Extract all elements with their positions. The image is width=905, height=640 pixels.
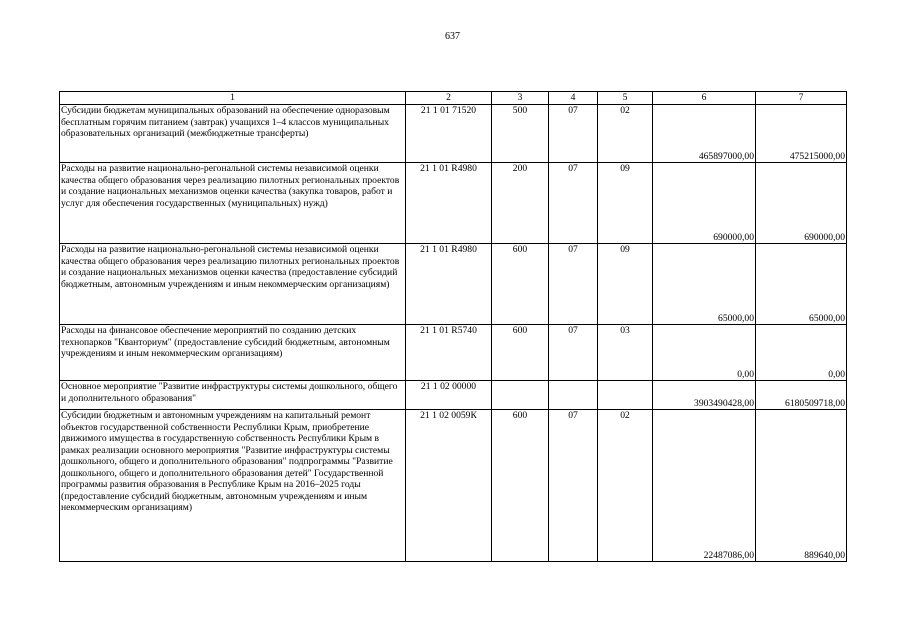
row-col7-amount: 6180509718,00: [756, 381, 847, 410]
table-row: [60, 163, 847, 244]
table-row: [60, 410, 847, 562]
table-row: [60, 105, 847, 163]
row-col5-cell: 02: [598, 410, 653, 562]
row-col7-amount: 0,00: [756, 325, 847, 381]
header-cell-4: 4: [549, 92, 598, 105]
header-cell-5: 5: [598, 92, 653, 105]
header-row: [60, 92, 847, 105]
header-cell-3: 3: [492, 92, 549, 105]
row-col3-cell: 200: [492, 163, 549, 244]
row-name-cell: Расходы на финансовое обеспечение мероприятий по созданию детских технопарков "Кванториум" (предоставление субсидий бюджетным, автономным учреждениям и иным некоммерческим организациям): [60, 325, 406, 381]
row-col3-cell: [492, 381, 549, 410]
row-col3-cell: 600: [492, 244, 549, 325]
row-name-cell: Основное мероприятие "Развитие инфраструктуры системы дошкольного, общего и дополнительного образования": [60, 381, 406, 410]
row-col7-amount: 889640,00: [756, 410, 847, 562]
row-code-cell: 21 1 01 71520: [406, 105, 492, 163]
page-number: 637: [445, 31, 460, 42]
row-col6-amount: 65000,00: [653, 244, 756, 325]
row-col4-cell: 07: [549, 163, 598, 244]
header-cell-2: 2: [406, 92, 492, 105]
row-col6-amount: 3903490428,00: [653, 381, 756, 410]
row-col6-amount: 465897000,00: [653, 105, 756, 163]
row-col3-cell: 500: [492, 105, 549, 163]
row-col5-cell: 02: [598, 105, 653, 163]
row-col3-cell: 600: [492, 325, 549, 381]
row-col7-amount: 65000,00: [756, 244, 847, 325]
row-col5-cell: 09: [598, 163, 653, 244]
row-col4-cell: 07: [549, 244, 598, 325]
row-col6-amount: 0,00: [653, 325, 756, 381]
row-col5-cell: 09: [598, 244, 653, 325]
row-name-cell: Субсидии бюджетам муниципальных образований на обеспечение одноразовым бесплатным горячим питанием (завтрак) учащихся 1–4 классов муниципальных образовательных организаций (межбюджетные трансферты): [60, 105, 406, 163]
header-cell-7: 7: [756, 92, 847, 105]
row-code-cell: 21 1 02 0059К: [406, 410, 492, 562]
table-row: [60, 244, 847, 325]
row-name-cell: Расходы на развитие национально-регональной системы независимой оценки качества общего образования через реализацию пилотных региональных проектов и создание национальных механизмов оценки качества (предоставление субсидий бюджетным, автономным учреждениям и иным некоммерческим организациям): [60, 244, 406, 325]
row-code-cell: 21 1 01 R4980: [406, 244, 492, 325]
row-col7-amount: 690000,00: [756, 163, 847, 244]
header-cell-6: 6: [653, 92, 756, 105]
row-code-cell: 21 1 01 R4980: [406, 163, 492, 244]
budget-table: [59, 91, 847, 562]
header-cell-1: 1: [60, 92, 406, 105]
row-code-cell: 21 1 01 R5740: [406, 325, 492, 381]
row-col3-cell: 600: [492, 410, 549, 562]
row-name-cell: Субсидии бюджетным и автономным учреждениям на капитальный ремонт объектов государственной собственности Республики Крым, приобретение движимого имущества в государственную собственность Республики Крым в рамках реализации основного мероприятия "Развитие инфраструктуры системы дошкольного, общего и дополнительного образования" подпрограммы "Развитие дошкольного, общего и дополнительного образования детей" Государственной программы развития образования в Республике Крым на 2016–2025 годы (предоставление субсидий бюджетным, автономным учреждениям и иным некоммерческим организациям): [60, 410, 406, 562]
row-col5-cell: 03: [598, 325, 653, 381]
row-col4-cell: 07: [549, 325, 598, 381]
row-col4-cell: 07: [549, 105, 598, 163]
row-col6-amount: 22487086,00: [653, 410, 756, 562]
row-col5-cell: [598, 381, 653, 410]
row-name-cell: Расходы на развитие национально-регональной системы независимой оценки качества общего образования через реализацию пилотных региональных проектов и создание национальных механизмов оценки качества (закупка товаров, работ и услуг для обеспечения государственных (муниципальных) нужд): [60, 163, 406, 244]
row-code-cell: 21 1 02 00000: [406, 381, 492, 410]
row-col6-amount: 690000,00: [653, 163, 756, 244]
row-col7-amount: 475215000,00: [756, 105, 847, 163]
table-row: [60, 381, 847, 410]
table-row: [60, 325, 847, 381]
row-col4-cell: [549, 381, 598, 410]
row-col4-cell: 07: [549, 410, 598, 562]
